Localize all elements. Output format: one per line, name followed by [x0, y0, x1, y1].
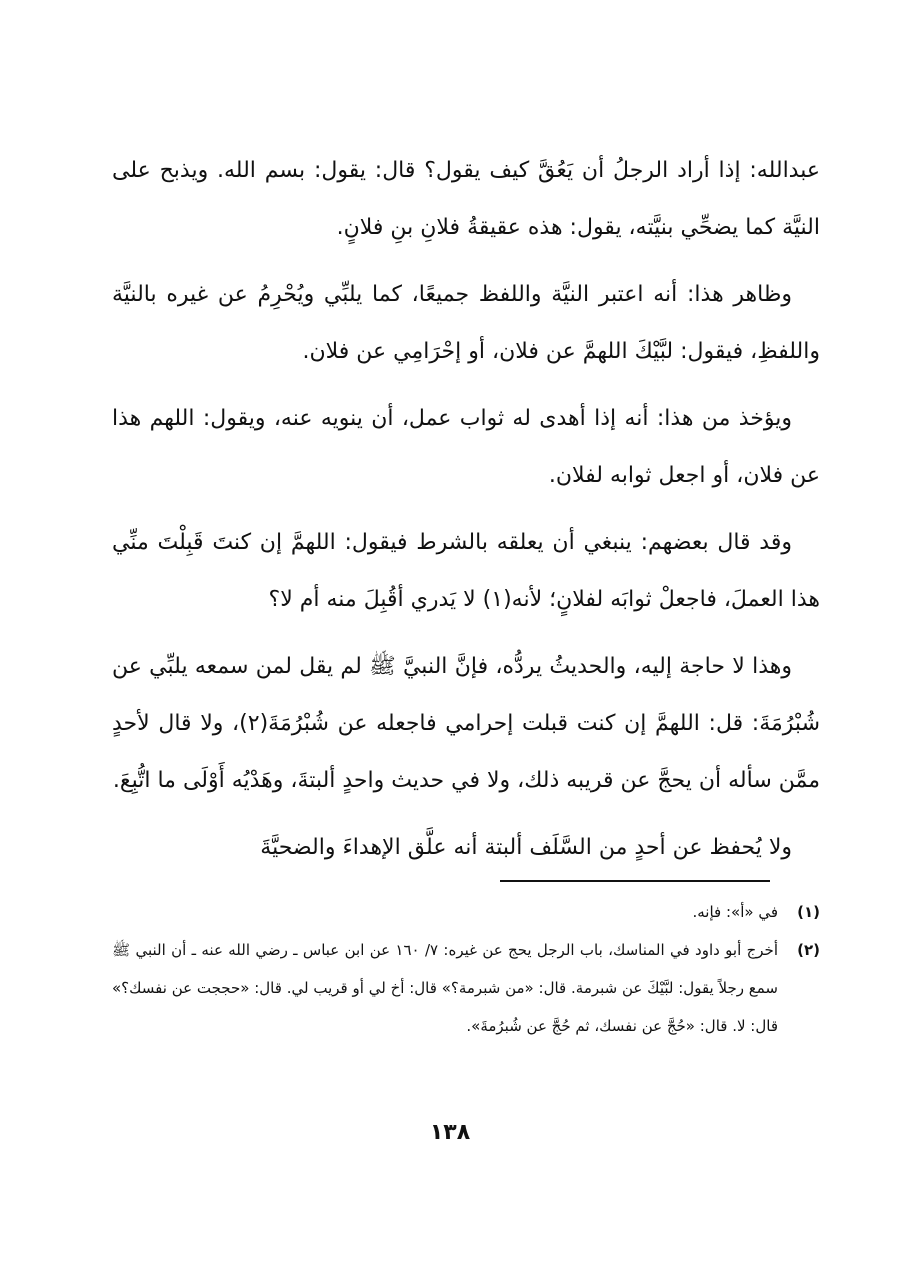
page-number: ١٣٨ [429, 1120, 471, 1145]
paragraph-5: وهذا لا حاجة إليه، والحديثُ يردُّه، فإنَّ النبيَّ ﷺ لم يقل لمن سمعه يلبِّي عن شُبْرُمَةَ: قل: اللهمَّ إن كنت قبلت إحرامي فاجعله عن شُبْرُمَةَ(٢)، ولا قال لأحدٍ ممَّن سأله أن يحجَّ عن قريبه ذلك، ولا في حديث واحدٍ ألبتةَ، وهَدْيُه أَوْلَى ما اتُّبِعَ. [112, 654, 821, 793]
footnote-number: (١) [797, 903, 820, 921]
paragraph-4: وقد قال بعضهم: ينبغي أن يعلقه بالشرط فيقول: اللهمَّ إن كنتَ قَبِلْتَ منِّي هذا العملَ، فاجعلْ ثوابَه لفلانٍ؛ لأنه(١) لا يَدري أقُبِلَ منه أم لا؟ [112, 530, 820, 612]
footnotes [112, 893, 820, 1045]
paragraph-1: عبدالله: إذا أراد الرجلُ أن يَعُقَّ كيف يقول؟ قال: يقول: بسم الله. ويذبح على النيَّة كما يضحِّي بنيَّته، يقول: هذه عقيقةُ فلانِ بنِ فلانٍ. [112, 158, 820, 240]
paragraph-6: ولا يُحفظ عن أحدٍ من السَّلَف ألبتة أنه علَّق الإهداءَ والضحيَّةَ [260, 835, 792, 860]
footnote-text: في «أ»: فإنه. [692, 903, 778, 921]
paragraph-3: ويؤخذ من هذا: أنه إذا أهدى له ثواب عمل، أن ينويه عنه، ويقول: اللهم هذا عن فلان، أو اجعل ثوابه لفلان. [112, 406, 820, 488]
footnote-separator [500, 880, 770, 882]
main-text [112, 142, 820, 886]
footnote-1 [112, 893, 820, 931]
footnote-number: (٢) [797, 941, 820, 959]
footnote-2 [112, 931, 820, 1045]
footnote-text: أخرج أبو داود في المناسك، باب الرجل يحج عن غيره: ٧/ ١٦٠ عن ابن عباس ـ رضي الله عنه ـ أن النبي ﷺ سمع رجلاً يقول: لبَّيْكَ عن شبرمة. قال: «من شبرمة؟» قال: أخ لي أو قريب لي. قال: «حججت عن نفسك؟» قال: لا. قال: «حُجَّ عن نفسك، ثم حُجَّ عن شُبرُمةَ». [112, 941, 778, 1035]
paragraph-2: وظاهر هذا: أنه اعتبر النيَّة واللفظ جميعًا، كما يلبِّي ويُحْرِمُ عن غيره بالنيَّة واللفظِ، فيقول: لبَّيْكَ اللهمَّ عن فلان، أو إحْرَامِي عن فلان. [112, 282, 820, 364]
